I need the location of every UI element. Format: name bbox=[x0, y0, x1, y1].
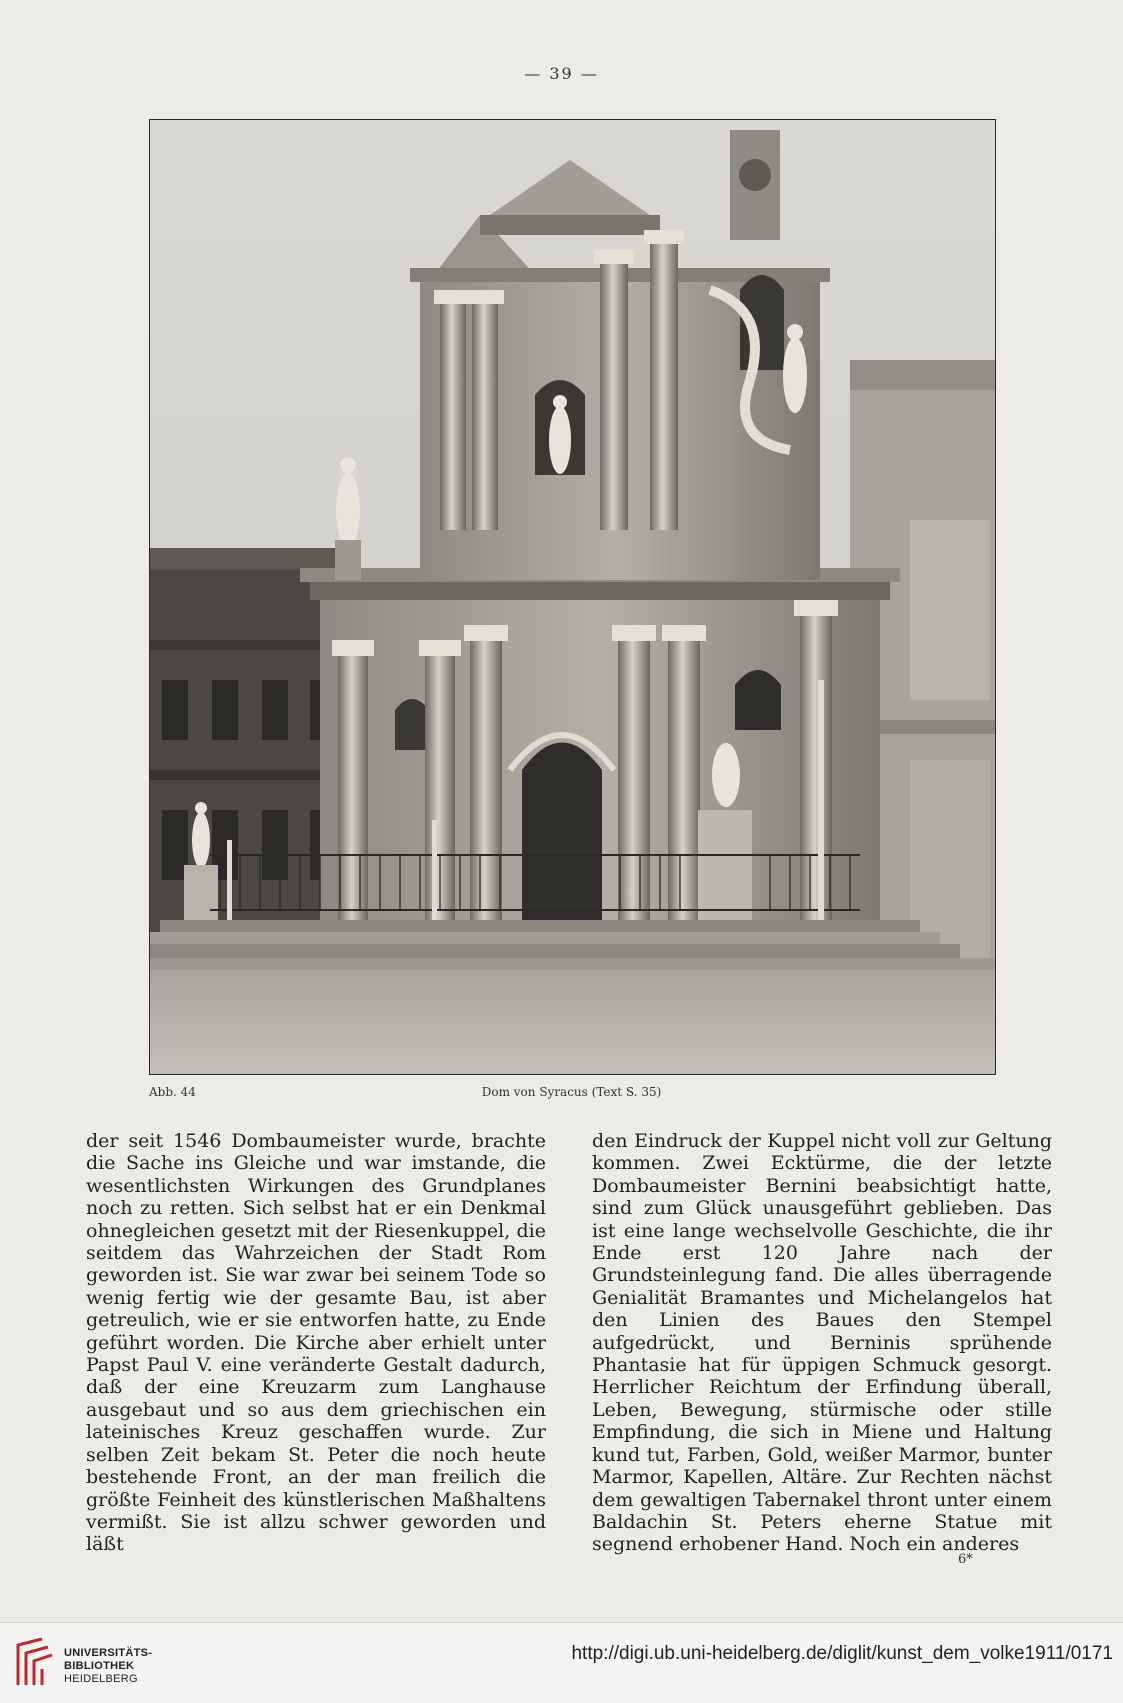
printer-signature: 6* bbox=[958, 1552, 973, 1567]
cathedral-illustration bbox=[150, 120, 995, 1074]
left-palace bbox=[150, 548, 345, 968]
library-name bbox=[64, 1647, 152, 1686]
text-column-left bbox=[86, 1130, 546, 1556]
figure-label: Abb. 44 bbox=[149, 1085, 196, 1099]
library-footer bbox=[0, 1622, 1123, 1703]
library-logo-icon bbox=[12, 1635, 56, 1691]
text-column-right bbox=[592, 1130, 1052, 1556]
cathedral-photograph bbox=[149, 119, 996, 1075]
steps bbox=[150, 920, 995, 970]
piazza-ground bbox=[150, 970, 995, 1074]
paragraph-left: der seit 1546 Dombaumeister wurde, brachte die Sache ins Gleiche und war imstande, die wesentlichsten Wirkungen des Grundplanes noch zu retten. Sich selbst hat er ein Denkmal ohnegleichen gesetzt mit der Riesenkuppel, die seitdem das Wahrzeichen der Stadt Rom geworden ist. Sie war zwar bei seinem Tode so wenig fertig wie der gesamte Bau, ist aber getreulich, wie er sie entworfen hatte, zu Ende geführt worden. Die Kirche aber erhielt unter Papst Paul V. eine veränderte Gestalt dadurch, daß der eine Kreuzarm zum Langhause ausgebaut und so aus dem griechischen ein lateinisches Kreuz geschaffen wurde. Zur selben Zeit bekam St. Peter die noch heute bestehende Front, an der man freilich die größte Feinheit des künstlerischen Maßhaltens vermißt. Sie ist allzu schwer geworden und läßt bbox=[86, 1130, 546, 1556]
library-name-line2: BIBLIOTHEK bbox=[64, 1660, 135, 1672]
figure-title: Dom von Syracus (Text S. 35) bbox=[481, 1085, 662, 1099]
page-number: — 39 — bbox=[524, 64, 599, 83]
permalink-url[interactable]: http://digi.ub.uni-heidelberg.de/diglit/kunst_dem_volke1911/0171 bbox=[571, 1643, 1113, 1664]
library-name-line3: HEIDELBERG bbox=[64, 1673, 138, 1685]
paragraph-right: den Eindruck der Kuppel nicht voll zur Geltung kommen. Zwei Ecktürme, die der letzte Dombaumeister Bernini beabsichtigt hatte, sind zum Glück unausgeführt geblieben. Das ist eine lange wechselvolle Geschichte, die ihr Ende erst 120 Jahre nach der Grundsteinlegung fand. Die alles überragende Genialität Bramantes und Michelangelos hat den Linien des Baues den Stempel aufgedrückt, und Berninis sprühende Phantasie hat für üppigen Schmuck gesorgt. Herrlicher Reichtum der Erfindung überall, Leben, Bewegung, stürmische oder stille Empfindung, die sich in Miene und Haltung kund tut, Farben, Gold, weißer Marmor, bunter Marmor, Kapellen, Altäre. Zur Rechten nächst dem gewaltigen Tabernakel thront unter einem Baldachin St. Peters eherne Statue mit segnend erhobener Hand. Noch ein anderes bbox=[592, 1130, 1052, 1556]
library-name-line1: UNIVERSITÄTS- bbox=[64, 1647, 153, 1659]
